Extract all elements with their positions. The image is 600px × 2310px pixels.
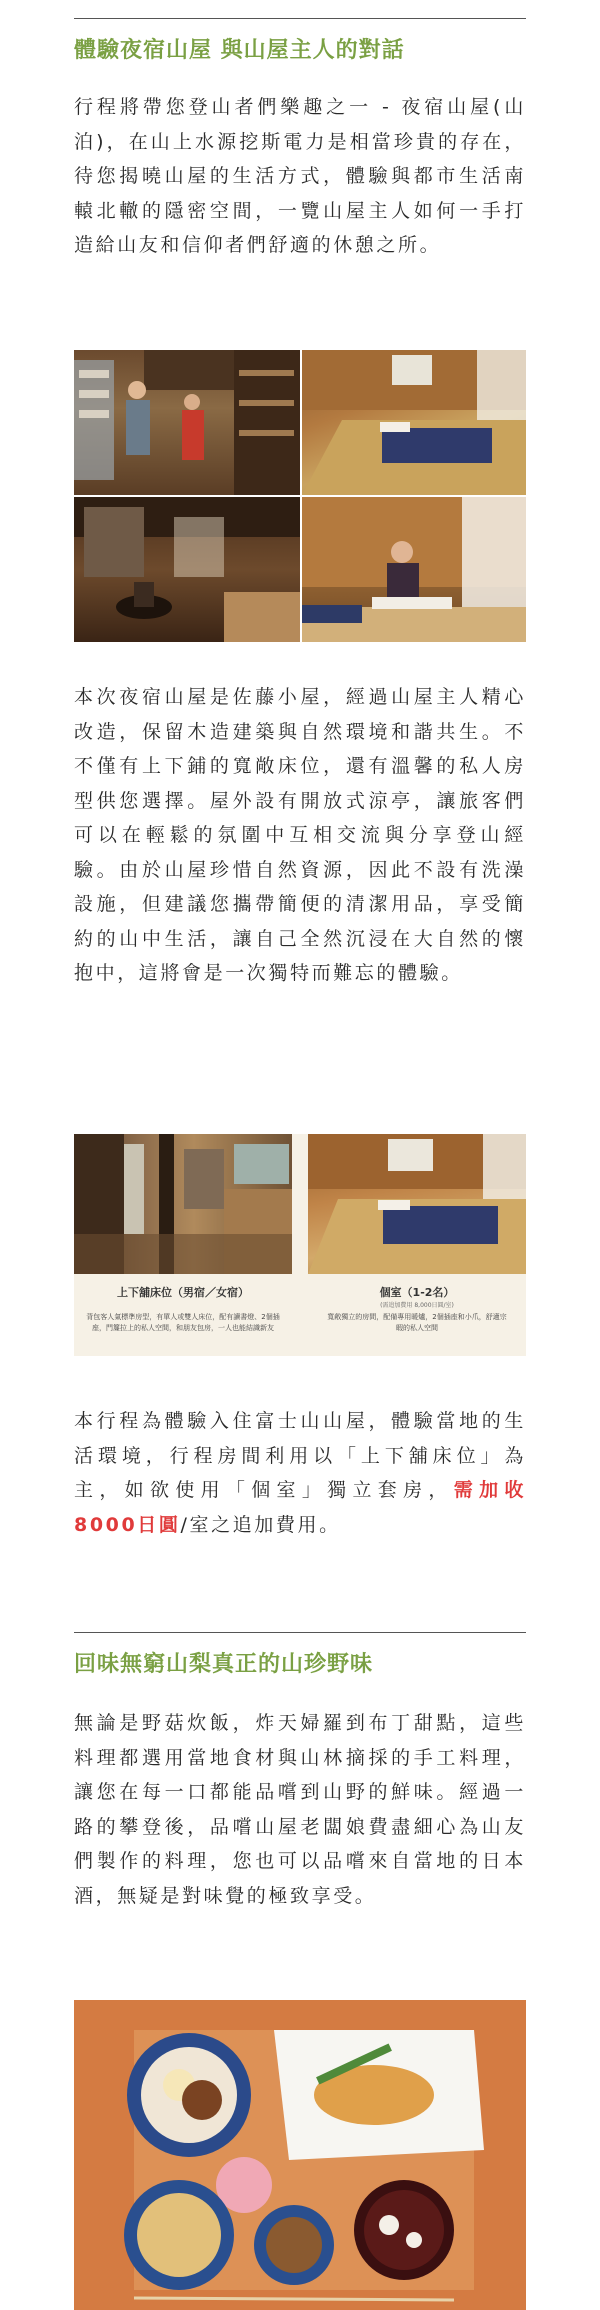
private-room-surcharge: (需追加費用 8,000日圓/室) [380, 1302, 454, 1309]
mountain-cuisine-photo [74, 2000, 526, 2310]
section-heading-local-cuisine: 回味無窮山梨真正的山珍野味 [74, 1652, 374, 1677]
section-divider [74, 1632, 526, 1633]
private-room-photo [302, 497, 526, 642]
room-notice-paragraph [74, 1404, 526, 1542]
room-notice-text-end: /室之追加費用。 [180, 1513, 341, 1536]
bunk-bed-photo [74, 1134, 292, 1274]
private-room-card-photo [308, 1134, 526, 1274]
private-room-title: 個室（1-2名） [379, 1286, 455, 1299]
tatami-room-photo [302, 350, 526, 495]
surcharge-highlight: 需加收8000日圓 [74, 1479, 526, 1536]
hut-hearth-photo [74, 497, 300, 642]
hut-shop-photo [74, 350, 300, 495]
room-notice-text: 本行程為體驗入住富士山山屋，體驗當地的生活環境，行程房間利用以「上下舖床位」為主，如欲使用「個室」獨立套房， [74, 1410, 526, 1501]
private-room-description: 寬敞獨立的房間，配備專用暖爐，2個插座和小爪，舒適宗暇的私人空間 [327, 1313, 507, 1332]
cuisine-paragraph: 無論是野菇炊飯，炸天婦羅到布丁甜點，這些料理都選用當地食材與山林摘採的手工料理，讓您在每一口都能品嚐到山野的鮮味。經過一路的攀登後，品嚐山屋老闆娘費盡細心為山友們製作的料理，您也可以品嚐來自當地的日本酒，無疑是對味覺的極致享受。 [74, 1712, 526, 1907]
hut-description-paragraph: 本次夜宿山屋是佐藤小屋，經過山屋主人精心改造，保留木造建築與自然環境和諧共生。不不僅有上下鋪的寬敞床位，還有溫馨的私人房型供您選擇。屋外設有開放式涼亭，讓旅客們可以在輕鬆的氛圍中互相交流與分享登山經驗。由於山屋珍惜自然資源，因此不設有洗澡設施，但建議您攜帶簡便的清潔用品，享受簡約的山中生活，讓自己全然沉浸在大自然的懷抱中，這將會是一次獨特而難忘的體驗。 [74, 686, 526, 984]
mountain-hut-photo-collage [74, 350, 526, 642]
section-divider [74, 18, 526, 19]
bunk-bed-title: 上下舖床位（男宿／女宿） [117, 1286, 249, 1299]
section-heading-mountain-hut: 體驗夜宿山屋 與山屋主人的對話 [74, 38, 405, 63]
room-types-panel [74, 1134, 526, 1356]
bunk-bed-description: 背包客人氣標準房型，有單人或雙人床位，配有讀書燈、2個插座，門簾拉上的私人空間，和朋友包房，一人也能結識新友 [86, 1313, 280, 1332]
intro-paragraph: 行程將帶您登山者們樂趣之一 - 夜宿山屋(山泊)，在山上水源挖斯電力是相當珍貴的存在，待您揭曉山屋的生活方式，體驗與都市生活南轅北轍的隱密空間，一覽山屋主人如何一手打造給山友和信仰者們舒適的休憩之所。 [74, 96, 526, 256]
